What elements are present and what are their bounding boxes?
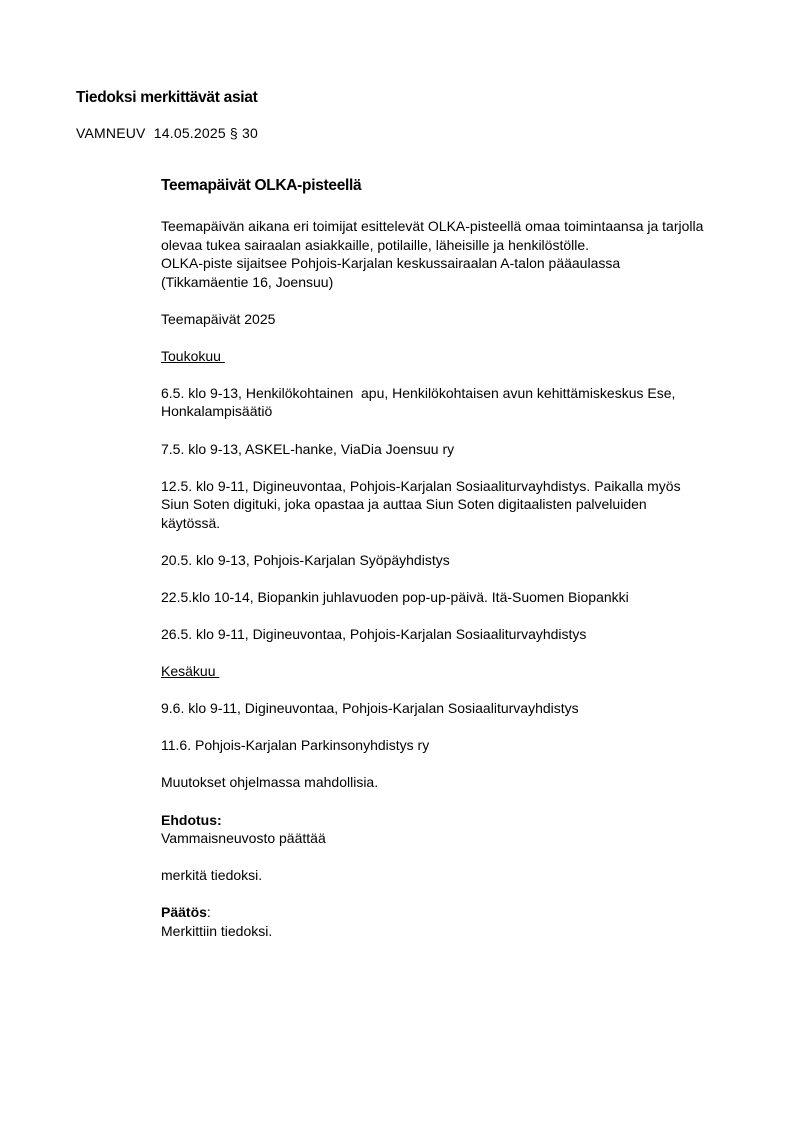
line-spacer xyxy=(161,291,761,310)
line-text: : xyxy=(206,904,211,921)
line-spacer xyxy=(161,421,761,440)
page-title: Tiedoksi merkittävät asiat xyxy=(76,89,258,106)
document-reference: VAMNEUV 14.05.2025 § 30 xyxy=(76,125,258,141)
line-text: Vammaisneuvosto päättää xyxy=(161,830,326,847)
section-title: Teemapäivät OLKA-pisteellä xyxy=(161,177,362,194)
line-spacer xyxy=(161,755,761,774)
text-line xyxy=(161,514,761,533)
text-line xyxy=(161,866,761,885)
text-line xyxy=(161,811,761,830)
text-line xyxy=(161,384,761,403)
text-line xyxy=(161,662,761,681)
line-spacer xyxy=(161,532,761,551)
text-line xyxy=(161,310,761,329)
line-spacer xyxy=(161,644,761,663)
line-text: käytössä. xyxy=(161,514,221,531)
line-text: OLKA-piste sijaitsee Pohjois-Karjalan keskussairaalan A-talon pääaulassa xyxy=(161,255,621,272)
text-line xyxy=(161,347,761,366)
text-line xyxy=(161,254,761,273)
line-spacer xyxy=(161,848,761,867)
line-spacer xyxy=(161,681,761,700)
line-text: 11.6. Pohjois-Karjalan Parkinsonyhdistys ry xyxy=(161,737,430,754)
bold-label: Päätös xyxy=(161,904,207,921)
line-text: olevaa tukea sairaalan asiakkaille, potilaille, läheisille ja henkilöstölle. xyxy=(161,236,590,253)
line-spacer xyxy=(161,606,761,625)
text-line xyxy=(161,829,761,848)
text-line xyxy=(161,477,761,496)
line-spacer xyxy=(161,718,761,737)
line-text: 6.5. klo 9-13, Henkilökohtainen apu, Henkilökohtaisen avun kehittämiskeskus Ese, xyxy=(161,384,676,401)
line-text: 9.6. klo 9-11, Digineuvontaa, Pohjois-Karjalan Sosiaaliturvayhdistys xyxy=(161,700,579,717)
line-text: (Tikkamäentie 16, Joensuu) xyxy=(161,273,334,290)
text-line xyxy=(161,625,761,644)
line-text: merkitä tiedoksi. xyxy=(161,867,263,884)
line-spacer xyxy=(161,328,761,347)
line-text: Merkittiin tiedoksi. xyxy=(161,922,273,939)
line-spacer xyxy=(161,458,761,477)
line-text: Siun Soten digituki, joka opastaa ja auttaa Siun Soten digitaalisten palveluiden xyxy=(161,496,647,513)
line-text: 20.5. klo 9-13, Pohjois-Karjalan Syöpäyhdistys xyxy=(161,551,450,568)
text-line xyxy=(161,402,761,421)
text-line xyxy=(161,736,761,755)
text-line xyxy=(161,495,761,514)
text-line xyxy=(161,551,761,570)
text-line xyxy=(161,236,761,255)
line-text: Muutokset ohjelmassa mahdollisia. xyxy=(161,774,379,791)
text-line xyxy=(161,922,761,941)
content-lines xyxy=(161,217,761,940)
text-line xyxy=(161,273,761,292)
line-text: 26.5. klo 9-11, Digineuvontaa, Pohjois-Karjalan Sosiaaliturvayhdistys xyxy=(161,626,587,643)
text-line xyxy=(161,217,761,236)
text-line xyxy=(161,440,761,459)
line-spacer xyxy=(161,365,761,384)
line-text: Honkalampisäätiö xyxy=(161,403,273,420)
line-text: 12.5. klo 9-11, Digineuvontaa, Pohjois-Karjalan Sosiaaliturvayhdistys. Paikalla myös xyxy=(161,477,681,494)
bold-label: Ehdotus: xyxy=(161,811,222,828)
line-spacer xyxy=(161,885,761,904)
line-text: 22.5.klo 10-14, Biopankin juhlavuoden pop-up-päivä. Itä-Suomen Biopankki xyxy=(161,588,629,605)
line-text: Teemapäivän aikana eri toimijat esittelevät OLKA-pisteellä omaa toimintaansa ja tarjolla xyxy=(161,218,704,234)
text-line xyxy=(161,588,761,607)
line-spacer xyxy=(161,792,761,811)
text-line xyxy=(161,773,761,792)
underlined-heading-text: Toukokuu xyxy=(161,347,225,364)
line-text: 7.5. klo 9-13, ASKEL-hanke, ViaDia Joensuu ry xyxy=(161,440,455,457)
line-text: Teemapäivät 2025 xyxy=(161,310,276,327)
line-spacer xyxy=(161,569,761,588)
text-line xyxy=(161,699,761,718)
underlined-heading-text: Kesäkuu xyxy=(161,663,220,680)
text-line xyxy=(161,903,761,922)
